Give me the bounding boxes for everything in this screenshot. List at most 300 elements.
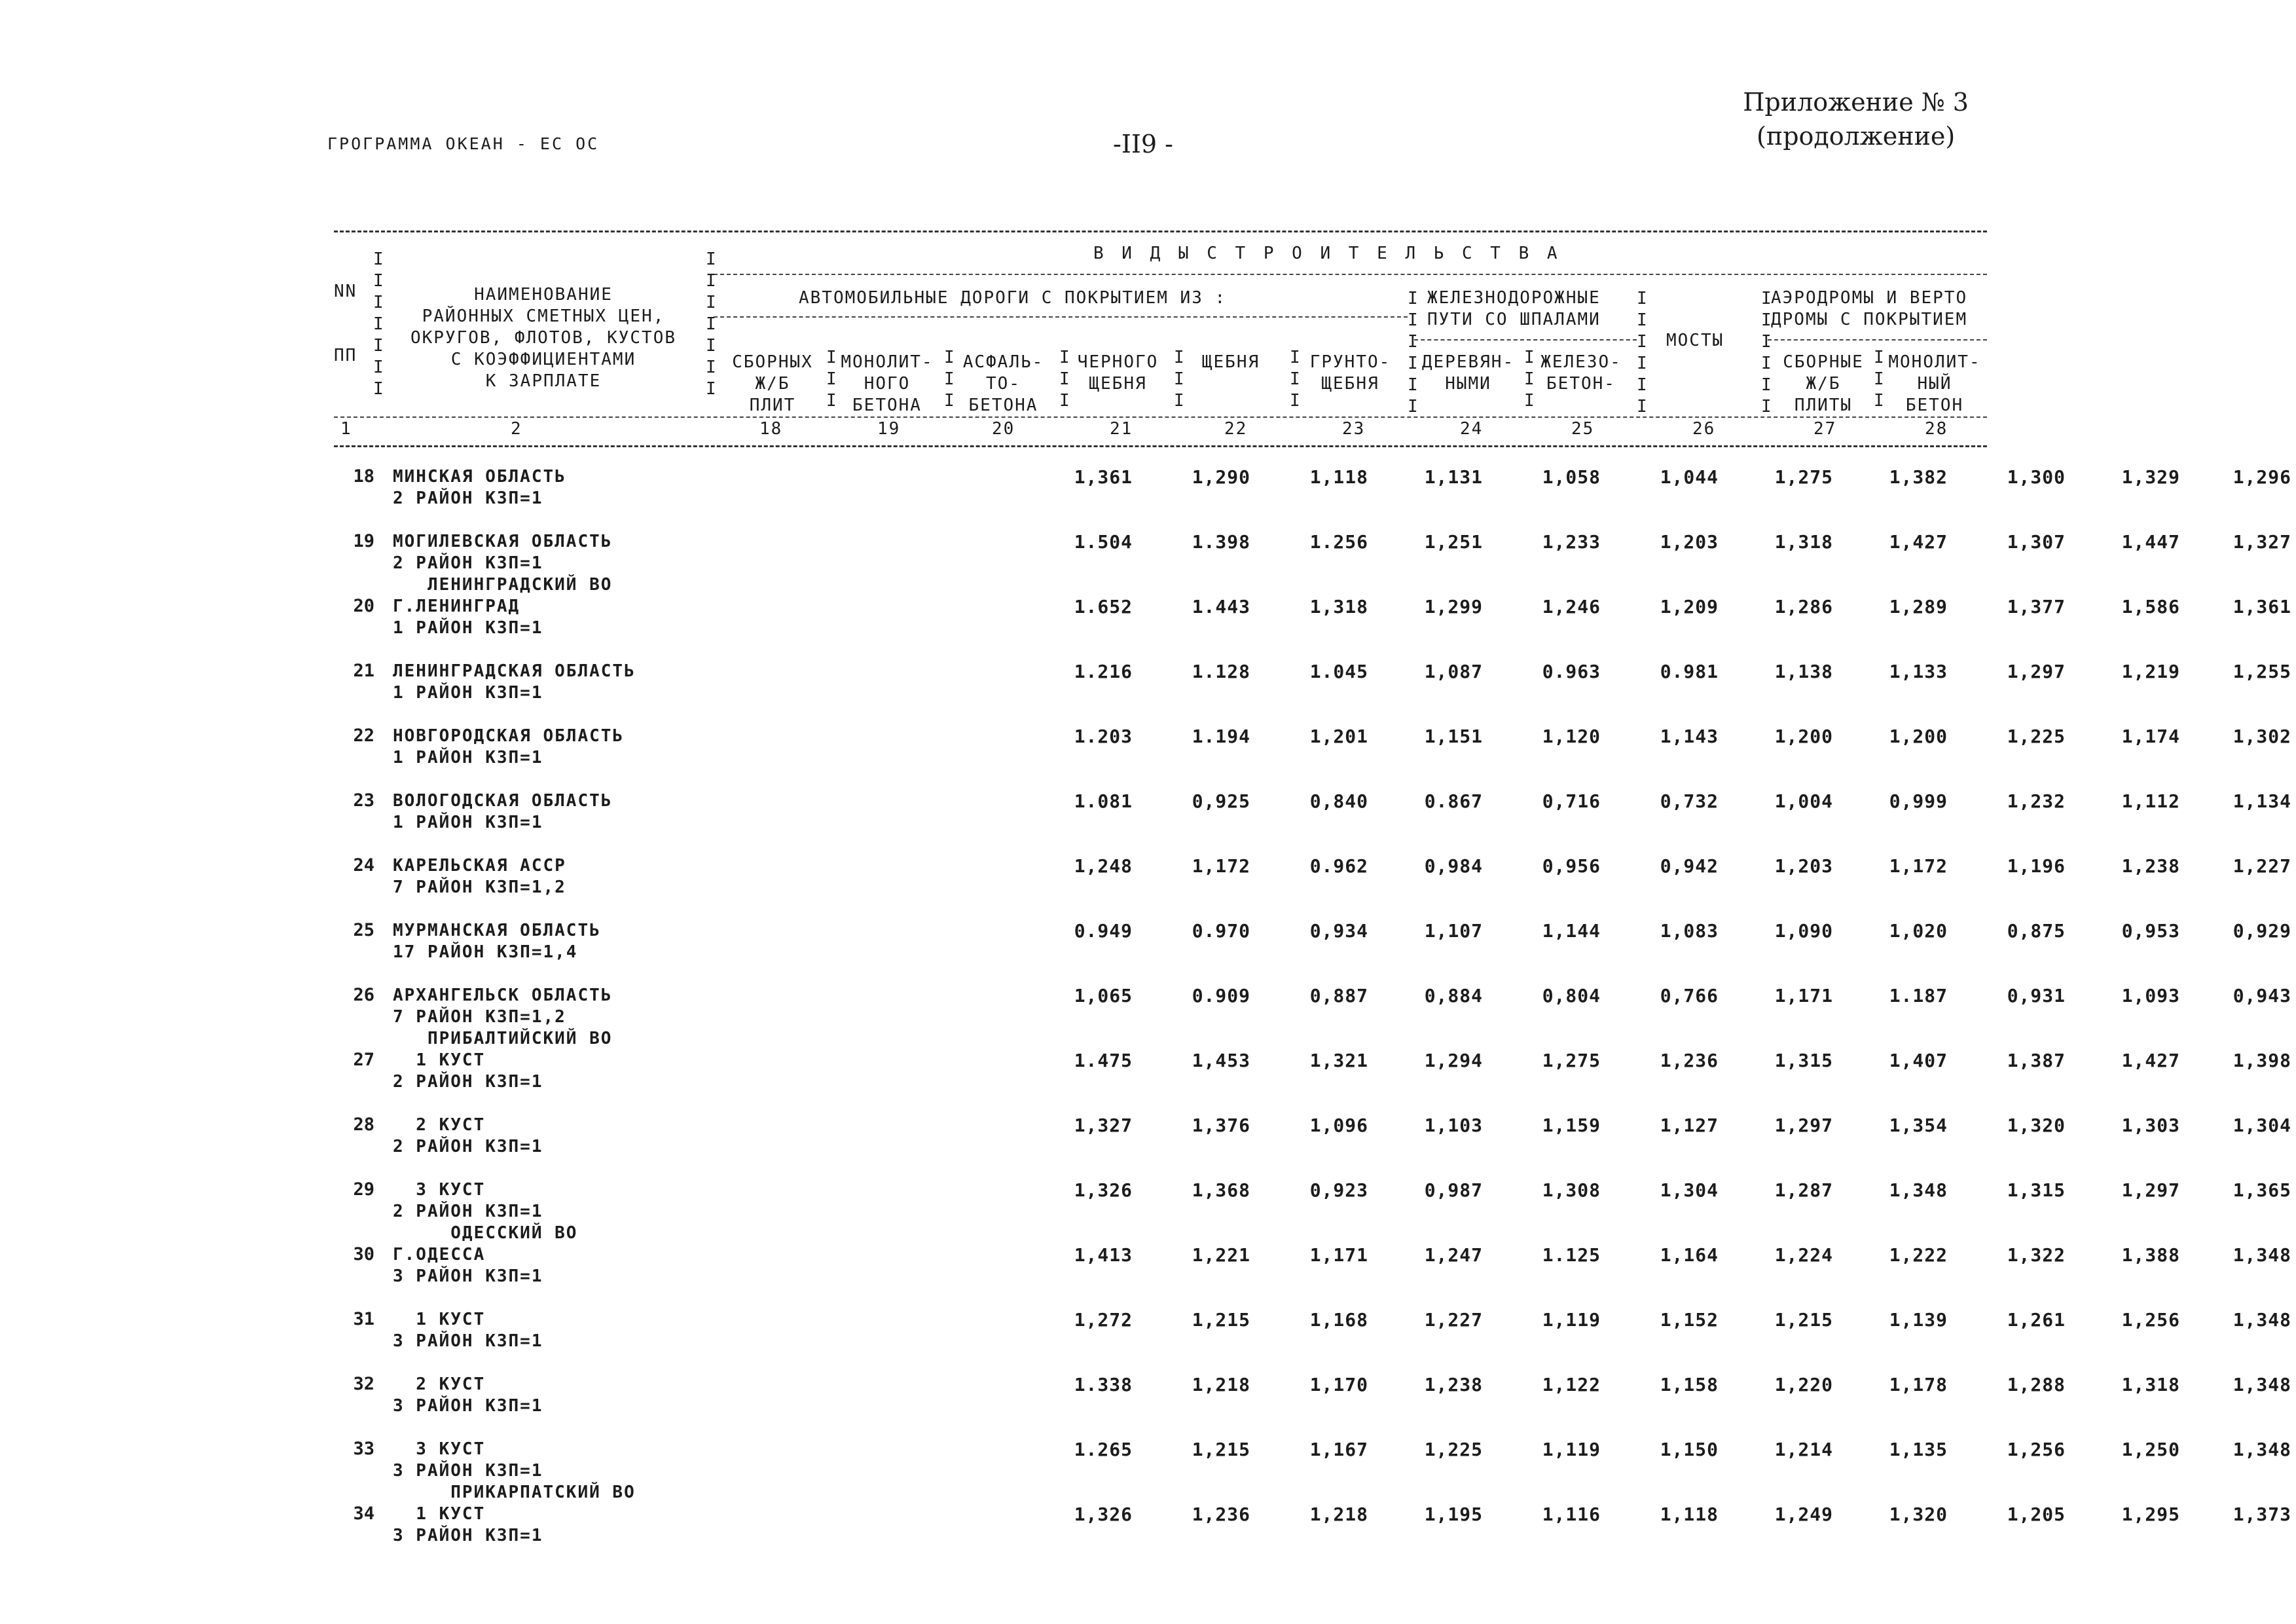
program-title: ГРОГРАММА ОКЕАН - ЕС ОС bbox=[327, 134, 600, 153]
row-number: 25 bbox=[353, 920, 374, 940]
table-row bbox=[327, 1244, 2291, 1310]
col-num-25: 25 bbox=[1571, 419, 1595, 439]
cell-23: 0,766 bbox=[1660, 985, 1719, 1006]
cell-21: 1,294 bbox=[1424, 1050, 1483, 1071]
cell-24: 1,315 bbox=[1774, 1050, 1833, 1071]
cell-24: 1,220 bbox=[1774, 1374, 1833, 1395]
cell-22: 0.963 bbox=[1542, 661, 1601, 682]
cell-26: 1,232 bbox=[2007, 790, 2066, 812]
airport-group-title-1: АЭРОДРОМЫ И ВЕРТО bbox=[1771, 288, 1968, 308]
cell-18: 1,327 bbox=[1074, 1115, 1133, 1136]
cell-23: 1,083 bbox=[1660, 920, 1719, 942]
cell-27: 1,174 bbox=[2121, 726, 2180, 747]
cell-28: 0,929 bbox=[2232, 920, 2291, 942]
row-name: 2 КУСТ 3 РАЙОН КЗП=1 bbox=[393, 1375, 543, 1416]
cell-26: 1,261 bbox=[2007, 1309, 2066, 1331]
cell-19: 1,218 bbox=[1192, 1374, 1250, 1395]
cell-24: 1,090 bbox=[1774, 920, 1833, 942]
col-num-26: 26 bbox=[1692, 419, 1716, 439]
sub-col-27-l2: Ж/Б bbox=[1806, 374, 1841, 394]
col-name-line-4: С КОЭФФИЦИЕНТАМИ bbox=[450, 350, 636, 369]
cell-19: 1.398 bbox=[1192, 531, 1250, 553]
sub-col-23-l2: ЩЕБНЯ bbox=[1321, 374, 1379, 394]
table-row bbox=[327, 1504, 2291, 1569]
cell-24: 1,249 bbox=[1774, 1504, 1833, 1525]
cell-22: 1,308 bbox=[1542, 1179, 1601, 1201]
cell-23: 1,158 bbox=[1660, 1374, 1719, 1395]
row-name: ВОЛОГОДСКАЯ ОБЛАСТЬ 1 РАЙОН КЗП=1 bbox=[393, 791, 613, 832]
cell-21: 1,195 bbox=[1424, 1504, 1483, 1525]
types-title: В И Д Ы С Т Р О И Т Е Л Ь С Т В А bbox=[1093, 244, 1561, 263]
sub-col-19-l1: МОНОЛИТ- bbox=[841, 352, 934, 372]
cell-27: 1,447 bbox=[2121, 531, 2180, 553]
col-separator: I I I bbox=[1059, 348, 1070, 411]
row-name: МОГИЛЕВСКАЯ ОБЛАСТЬ 2 РАЙОН КЗП=1 ЛЕНИНГРАДСКИЙ ВО bbox=[393, 532, 613, 595]
cell-19: 1,172 bbox=[1192, 855, 1250, 877]
cell-20: 1.256 bbox=[1309, 531, 1368, 553]
col-num-1: 1 bbox=[340, 419, 352, 439]
sub-col-18-l3: ПЛИТ bbox=[749, 396, 796, 415]
cell-20: 1,201 bbox=[1309, 726, 1368, 747]
cell-20: 1,321 bbox=[1309, 1050, 1368, 1071]
cell-28: 1,348 bbox=[2232, 1309, 2291, 1331]
row-name: 1 КУСТ 2 РАЙОН КЗП=1 bbox=[393, 1050, 543, 1092]
cell-20: 0,923 bbox=[1309, 1179, 1368, 1201]
cell-28: 1,361 bbox=[2232, 596, 2291, 618]
cell-21: 1,151 bbox=[1424, 726, 1483, 747]
cell-23: 1,127 bbox=[1660, 1115, 1719, 1136]
cell-18: 1.652 bbox=[1074, 596, 1133, 618]
cell-27: 1,427 bbox=[2121, 1050, 2180, 1071]
row-number: 20 bbox=[353, 596, 374, 616]
cell-26: 1,322 bbox=[2007, 1244, 2066, 1266]
cell-22: 1,120 bbox=[1542, 726, 1601, 747]
cell-23: 0.981 bbox=[1660, 661, 1719, 682]
row-number: 18 bbox=[353, 466, 374, 487]
cell-18: 1,272 bbox=[1074, 1309, 1133, 1331]
cell-23: 0,942 bbox=[1660, 855, 1719, 877]
cell-23: 1,143 bbox=[1660, 726, 1719, 747]
cell-27: 1,250 bbox=[2121, 1439, 2180, 1460]
table-row bbox=[327, 466, 2291, 532]
table-row bbox=[327, 1374, 2291, 1439]
cell-25: 1,427 bbox=[1889, 531, 1948, 553]
table-row bbox=[327, 596, 2291, 661]
cell-28: 1,302 bbox=[2232, 726, 2291, 747]
cell-20: 1.045 bbox=[1309, 661, 1368, 682]
cell-19: 1,376 bbox=[1192, 1115, 1250, 1136]
cell-21: 1,299 bbox=[1424, 596, 1483, 618]
cell-19: 1,368 bbox=[1192, 1179, 1250, 1201]
table-row bbox=[327, 790, 2291, 856]
sub-col-20-l3: БЕТОНА bbox=[968, 396, 1038, 415]
sub-col-28-l2: НЫЙ bbox=[1917, 374, 1952, 394]
cell-26: 1,256 bbox=[2007, 1439, 2066, 1460]
cell-24: 1,200 bbox=[1774, 726, 1833, 747]
table-row bbox=[327, 1115, 2291, 1180]
cell-26: 0,931 bbox=[2007, 985, 2066, 1006]
cell-22: 1,233 bbox=[1542, 531, 1601, 553]
cell-27: 1,303 bbox=[2121, 1115, 2180, 1136]
row-number: 23 bbox=[353, 790, 374, 811]
row-name: 3 КУСТ 3 РАЙОН КЗП=1 ПРИКАРПАТСКИЙ ВО bbox=[393, 1439, 636, 1502]
cell-21: 1,227 bbox=[1424, 1309, 1483, 1331]
cell-27: 1,093 bbox=[2121, 985, 2180, 1006]
row-number: 26 bbox=[353, 985, 374, 1005]
row-name: ЛЕНИНГРАДСКАЯ ОБЛАСТЬ 1 РАЙОН КЗП=1 bbox=[393, 661, 636, 703]
cell-23: 1,164 bbox=[1660, 1244, 1719, 1266]
cell-27: 1,238 bbox=[2121, 855, 2180, 877]
cell-20: 1,318 bbox=[1309, 596, 1368, 618]
sub-col-18-l1: СБОРНЫХ bbox=[732, 352, 813, 372]
cell-18: 1.475 bbox=[1074, 1050, 1133, 1071]
appendix-line-2: (продолжение) bbox=[1757, 122, 1956, 151]
cell-27: 1,256 bbox=[2121, 1309, 2180, 1331]
cell-18: 1.504 bbox=[1074, 531, 1133, 553]
bridges-title: МОСТЫ bbox=[1666, 331, 1724, 350]
row-number: 27 bbox=[353, 1050, 374, 1070]
sub-col-19-l3: БЕТОНА bbox=[852, 396, 922, 415]
cell-25: 1,139 bbox=[1889, 1309, 1948, 1331]
col-no-label-1: NN bbox=[334, 282, 357, 301]
cell-19: 1,215 bbox=[1192, 1309, 1250, 1331]
cell-25: 1,172 bbox=[1889, 855, 1948, 877]
page-number: -II9 - bbox=[1113, 130, 1173, 158]
cell-28: 1,227 bbox=[2232, 855, 2291, 877]
cell-24: 1,275 bbox=[1774, 466, 1833, 488]
cell-23: 1,150 bbox=[1660, 1439, 1719, 1460]
row-number: 21 bbox=[353, 661, 374, 681]
col-name-line-3: ОКРУГОВ, ФЛОТОВ, КУСТОВ bbox=[410, 328, 677, 348]
cell-28: 1,348 bbox=[2232, 1374, 2291, 1395]
cell-25: 1,222 bbox=[1889, 1244, 1948, 1266]
cell-27: 1,586 bbox=[2121, 596, 2180, 618]
col-num-19: 19 bbox=[877, 419, 901, 439]
cell-28: 1,134 bbox=[2232, 790, 2291, 812]
col-num-18: 18 bbox=[759, 419, 783, 439]
cell-25: 0,999 bbox=[1889, 790, 1948, 812]
col-separator: I I I I I I bbox=[1408, 289, 1418, 416]
cell-19: 1.194 bbox=[1192, 726, 1250, 747]
cell-24: 1,004 bbox=[1774, 790, 1833, 812]
cell-23: 1,209 bbox=[1660, 596, 1719, 618]
cell-25: 1,200 bbox=[1889, 726, 1948, 747]
cell-27: 1,329 bbox=[2121, 466, 2180, 488]
row-number: 28 bbox=[353, 1115, 374, 1135]
sub-col-25-l1: ЖЕЛЕЗО- bbox=[1540, 352, 1622, 372]
cell-19: 1,236 bbox=[1192, 1504, 1250, 1525]
cell-22: 0,804 bbox=[1542, 985, 1601, 1006]
col-num-22: 22 bbox=[1224, 419, 1248, 439]
cell-27: 1,219 bbox=[2121, 661, 2180, 682]
cell-20: 1,218 bbox=[1309, 1504, 1368, 1525]
row-number: 24 bbox=[353, 855, 374, 876]
row-name: 1 КУСТ 3 РАЙОН КЗП=1 bbox=[393, 1310, 543, 1351]
row-number: 30 bbox=[353, 1244, 374, 1264]
cell-25: 1,135 bbox=[1889, 1439, 1948, 1460]
cell-24: 1,297 bbox=[1774, 1115, 1833, 1136]
cell-19: 1,221 bbox=[1192, 1244, 1250, 1266]
table-row bbox=[327, 531, 2291, 597]
cell-20: 1,170 bbox=[1309, 1374, 1368, 1395]
row-name: Г.ОДЕССА 3 РАЙОН КЗП=1 bbox=[393, 1245, 543, 1286]
col-num-21: 21 bbox=[1110, 419, 1133, 439]
cell-25: 1,320 bbox=[1889, 1504, 1948, 1525]
cell-21: 1,107 bbox=[1424, 920, 1483, 942]
col-separator: I I I I I I bbox=[1637, 289, 1647, 416]
cell-27: 0,953 bbox=[2121, 920, 2180, 942]
cell-19: 1,215 bbox=[1192, 1439, 1250, 1460]
cell-22: 1,116 bbox=[1542, 1504, 1601, 1525]
cell-22: 1,119 bbox=[1542, 1439, 1601, 1460]
cell-21: 0.867 bbox=[1424, 790, 1483, 812]
cell-25: 1.187 bbox=[1889, 985, 1948, 1006]
cell-23: 1,044 bbox=[1660, 466, 1719, 488]
col-name-line-2: РАЙОННЫХ СМЕТНЫХ ЦЕН, bbox=[422, 306, 665, 326]
cell-22: 1,122 bbox=[1542, 1374, 1601, 1395]
sub-col-19-l2: НОГО bbox=[864, 374, 911, 394]
cell-23: 1,118 bbox=[1660, 1504, 1719, 1525]
cell-20: 1,096 bbox=[1309, 1115, 1368, 1136]
cell-25: 1,354 bbox=[1889, 1115, 1948, 1136]
cell-18: 0.949 bbox=[1074, 920, 1133, 942]
cell-26: 1,205 bbox=[2007, 1504, 2066, 1525]
col-separator: I I I I I I I bbox=[706, 249, 716, 399]
sub-col-27-l3: ПЛИТЫ bbox=[1794, 396, 1853, 415]
row-name: 3 КУСТ 2 РАЙОН КЗП=1 ОДЕССКИЙ ВО bbox=[393, 1180, 578, 1243]
row-name: НОВГОРОДСКАЯ ОБЛАСТЬ 1 РАЙОН КЗП=1 bbox=[393, 726, 625, 767]
cell-20: 1,171 bbox=[1309, 1244, 1368, 1266]
sub-col-21-l1: ЧЕРНОГО bbox=[1077, 352, 1159, 372]
table-row bbox=[327, 920, 2291, 986]
col-separator: I I I bbox=[1290, 348, 1300, 411]
cell-24: 1,171 bbox=[1774, 985, 1833, 1006]
sub-col-27-l1: СБОРНЫЕ bbox=[1783, 352, 1864, 372]
table-row bbox=[327, 985, 2291, 1050]
cell-27: 1,388 bbox=[2121, 1244, 2180, 1266]
cell-22: 1,159 bbox=[1542, 1115, 1601, 1136]
cell-28: 1,348 bbox=[2232, 1439, 2291, 1460]
cell-25: 1,178 bbox=[1889, 1374, 1948, 1395]
cell-26: 1,225 bbox=[2007, 726, 2066, 747]
col-num-23: 23 bbox=[1342, 419, 1366, 439]
cell-21: 1,103 bbox=[1424, 1115, 1483, 1136]
cell-20: 1,118 bbox=[1309, 466, 1368, 488]
cell-28: 0,943 bbox=[2232, 985, 2291, 1006]
row-number: 32 bbox=[353, 1374, 374, 1394]
table-row bbox=[327, 1179, 2291, 1245]
cell-23: 1,236 bbox=[1660, 1050, 1719, 1071]
cell-26: 1,307 bbox=[2007, 531, 2066, 553]
row-name: 1 КУСТ 3 РАЙОН КЗП=1 bbox=[393, 1504, 543, 1545]
cell-23: 0,732 bbox=[1660, 790, 1719, 812]
table-row bbox=[327, 855, 2291, 921]
rail-group-title-2: ПУТИ СО ШПАЛАМИ bbox=[1427, 310, 1601, 329]
appendix-label bbox=[1743, 85, 1969, 153]
cell-26: 1,387 bbox=[2007, 1050, 2066, 1071]
cell-19: 0.909 bbox=[1192, 985, 1250, 1006]
row-number: 22 bbox=[353, 726, 374, 746]
cell-21: 1,131 bbox=[1424, 466, 1483, 488]
roads-group-title: АВТОМОБИЛЬНЫЕ ДОРОГИ С ПОКРЫТИЕМ ИЗ : bbox=[799, 288, 1227, 308]
cell-19: 1,453 bbox=[1192, 1050, 1250, 1071]
rail-group-title-1: ЖЕЛЕЗНОДОРОЖНЫЕ bbox=[1427, 288, 1601, 308]
cell-22: 0,956 bbox=[1542, 855, 1601, 877]
row-name: МУРМАНСКАЯ ОБЛАСТЬ 17 РАЙОН КЗП=1,4 bbox=[393, 921, 601, 962]
sub-col-24-l1: ДЕРЕВЯН- bbox=[1421, 352, 1515, 372]
col-name-line-5: К ЗАРПЛАТЕ bbox=[485, 371, 602, 391]
cell-18: 1,065 bbox=[1074, 985, 1133, 1006]
cell-20: 0.962 bbox=[1309, 855, 1368, 877]
col-separator: I I I bbox=[826, 348, 837, 411]
col-num-2: 2 bbox=[511, 419, 522, 439]
cell-25: 1,133 bbox=[1889, 661, 1948, 682]
cell-26: 0,875 bbox=[2007, 920, 2066, 942]
cell-22: 1,058 bbox=[1542, 466, 1601, 488]
cell-21: 0,984 bbox=[1424, 855, 1483, 877]
cell-20: 1,167 bbox=[1309, 1439, 1368, 1460]
table-row bbox=[327, 726, 2291, 791]
cell-18: 1,326 bbox=[1074, 1504, 1133, 1525]
table-row bbox=[327, 1050, 2291, 1115]
row-number: 19 bbox=[353, 531, 374, 551]
cell-22: 1,275 bbox=[1542, 1050, 1601, 1071]
cell-25: 1,407 bbox=[1889, 1050, 1948, 1071]
row-name: Г.ЛЕНИНГРАД 1 РАЙОН КЗП=1 bbox=[393, 597, 543, 638]
row-number: 29 bbox=[353, 1179, 374, 1200]
cell-23: 1,304 bbox=[1660, 1179, 1719, 1201]
cell-22: 0,716 bbox=[1542, 790, 1601, 812]
col-separator: I I I I I I bbox=[1761, 289, 1772, 416]
cell-20: 1,168 bbox=[1309, 1309, 1368, 1331]
cell-22: 1,144 bbox=[1542, 920, 1601, 942]
cell-28: 1,304 bbox=[2232, 1115, 2291, 1136]
col-name-line-1: НАИМЕНОВАНИЕ bbox=[474, 285, 613, 304]
cell-24: 1,215 bbox=[1774, 1309, 1833, 1331]
cell-21: 1,238 bbox=[1424, 1374, 1483, 1395]
col-no-label-2: ПП bbox=[334, 346, 357, 365]
cell-24: 1,318 bbox=[1774, 531, 1833, 553]
sub-col-18-l2: Ж/Б bbox=[755, 374, 790, 394]
cell-21: 0,884 bbox=[1424, 985, 1483, 1006]
col-num-27: 27 bbox=[1813, 419, 1837, 439]
cell-25: 1,348 bbox=[1889, 1179, 1948, 1201]
sub-col-28-l3: БЕТОН bbox=[1905, 396, 1964, 415]
cell-21: 1,247 bbox=[1424, 1244, 1483, 1266]
col-separator: I I I bbox=[1524, 348, 1535, 411]
cell-23: 1,152 bbox=[1660, 1309, 1719, 1331]
col-separator: I I I I I I I bbox=[373, 249, 384, 399]
cell-26: 1,288 bbox=[2007, 1374, 2066, 1395]
cell-23: 1,203 bbox=[1660, 531, 1719, 553]
sub-col-20-l1: АСФАЛЬ- bbox=[962, 352, 1044, 372]
cell-22: 1.125 bbox=[1542, 1244, 1601, 1266]
col-separator: I I I bbox=[944, 348, 955, 411]
cell-18: 1.081 bbox=[1074, 790, 1133, 812]
cell-21: 1,225 bbox=[1424, 1439, 1483, 1460]
sub-col-23-l1: ГРУНТО- bbox=[1309, 352, 1391, 372]
appendix-line-1: Приложение № 3 bbox=[1743, 88, 1969, 117]
col-num-20: 20 bbox=[992, 419, 1015, 439]
cell-27: 1,297 bbox=[2121, 1179, 2180, 1201]
cell-28: 1,255 bbox=[2232, 661, 2291, 682]
col-separator: I I I bbox=[1874, 348, 1884, 411]
cell-28: 1,373 bbox=[2232, 1504, 2291, 1525]
cell-28: 1,398 bbox=[2232, 1050, 2291, 1071]
cell-25: 1,020 bbox=[1889, 920, 1948, 942]
cell-28: 1,348 bbox=[2232, 1244, 2291, 1266]
cell-26: 1,297 bbox=[2007, 661, 2066, 682]
cell-24: 1,203 bbox=[1774, 855, 1833, 877]
cell-18: 1,413 bbox=[1074, 1244, 1133, 1266]
cell-25: 1,289 bbox=[1889, 596, 1948, 618]
table-row bbox=[327, 661, 2291, 726]
cell-18: 1,326 bbox=[1074, 1179, 1133, 1201]
cell-26: 1,315 bbox=[2007, 1179, 2066, 1201]
cell-24: 1,224 bbox=[1774, 1244, 1833, 1266]
cell-26: 1,320 bbox=[2007, 1115, 2066, 1136]
cell-19: 1.128 bbox=[1192, 661, 1250, 682]
row-name: АРХАНГЕЛЬСК ОБЛАСТЬ 7 РАЙОН КЗП=1,2 ПРИБАЛТИЙСКИЙ ВО bbox=[393, 986, 613, 1048]
cell-18: 1,361 bbox=[1074, 466, 1133, 488]
cell-18: 1.338 bbox=[1074, 1374, 1133, 1395]
row-number: 31 bbox=[353, 1309, 374, 1329]
cell-18: 1.265 bbox=[1074, 1439, 1133, 1460]
row-name: МИНСКАЯ ОБЛАСТЬ 2 РАЙОН КЗП=1 bbox=[393, 467, 566, 508]
cell-27: 1,295 bbox=[2121, 1504, 2180, 1525]
cell-20: 0,887 bbox=[1309, 985, 1368, 1006]
row-number: 33 bbox=[353, 1439, 374, 1459]
cell-21: 1,251 bbox=[1424, 531, 1483, 553]
cell-26: 1,377 bbox=[2007, 596, 2066, 618]
cell-24: 1,286 bbox=[1774, 596, 1833, 618]
cell-21: 0,987 bbox=[1424, 1179, 1483, 1201]
sub-col-24-l2: НЫМИ bbox=[1445, 374, 1491, 394]
table-top-rule bbox=[334, 231, 1987, 232]
col-num-24: 24 bbox=[1460, 419, 1484, 439]
cell-27: 1,318 bbox=[2121, 1374, 2180, 1395]
sub-col-25-l2: БЕТОН- bbox=[1546, 374, 1616, 394]
cell-18: 1,248 bbox=[1074, 855, 1133, 877]
cell-24: 1,287 bbox=[1774, 1179, 1833, 1201]
cell-24: 1,138 bbox=[1774, 661, 1833, 682]
row-number: 34 bbox=[353, 1504, 374, 1524]
cell-22: 1,119 bbox=[1542, 1309, 1601, 1331]
cell-27: 1,112 bbox=[2121, 790, 2180, 812]
cell-28: 1,327 bbox=[2232, 531, 2291, 553]
sub-col-21-l2: ЩЕБНЯ bbox=[1089, 374, 1147, 394]
cell-26: 1,196 bbox=[2007, 855, 2066, 877]
cell-18: 1.216 bbox=[1074, 661, 1133, 682]
table-row bbox=[327, 1309, 2291, 1375]
cell-28: 1,365 bbox=[2232, 1179, 2291, 1201]
col-separator: I I I bbox=[1174, 348, 1184, 411]
cell-19: 1.443 bbox=[1192, 596, 1250, 618]
cell-20: 0,840 bbox=[1309, 790, 1368, 812]
table-row bbox=[327, 1439, 2291, 1504]
airport-group-title-2: ДРОМЫ С ПОКРЫТИЕМ bbox=[1771, 310, 1968, 329]
cell-24: 1,214 bbox=[1774, 1439, 1833, 1460]
row-name: 2 КУСТ 2 РАЙОН КЗП=1 bbox=[393, 1115, 543, 1156]
cell-19: 0.970 bbox=[1192, 920, 1250, 942]
sub-col-20-l2: ТО- bbox=[986, 374, 1021, 394]
cell-19: 0,925 bbox=[1192, 790, 1250, 812]
sub-col-22-l1: ЩЕБНЯ bbox=[1201, 352, 1260, 372]
col-num-28: 28 bbox=[1925, 419, 1948, 439]
cell-21: 1,087 bbox=[1424, 661, 1483, 682]
cell-20: 0,934 bbox=[1309, 920, 1368, 942]
cell-25: 1,382 bbox=[1889, 466, 1948, 488]
